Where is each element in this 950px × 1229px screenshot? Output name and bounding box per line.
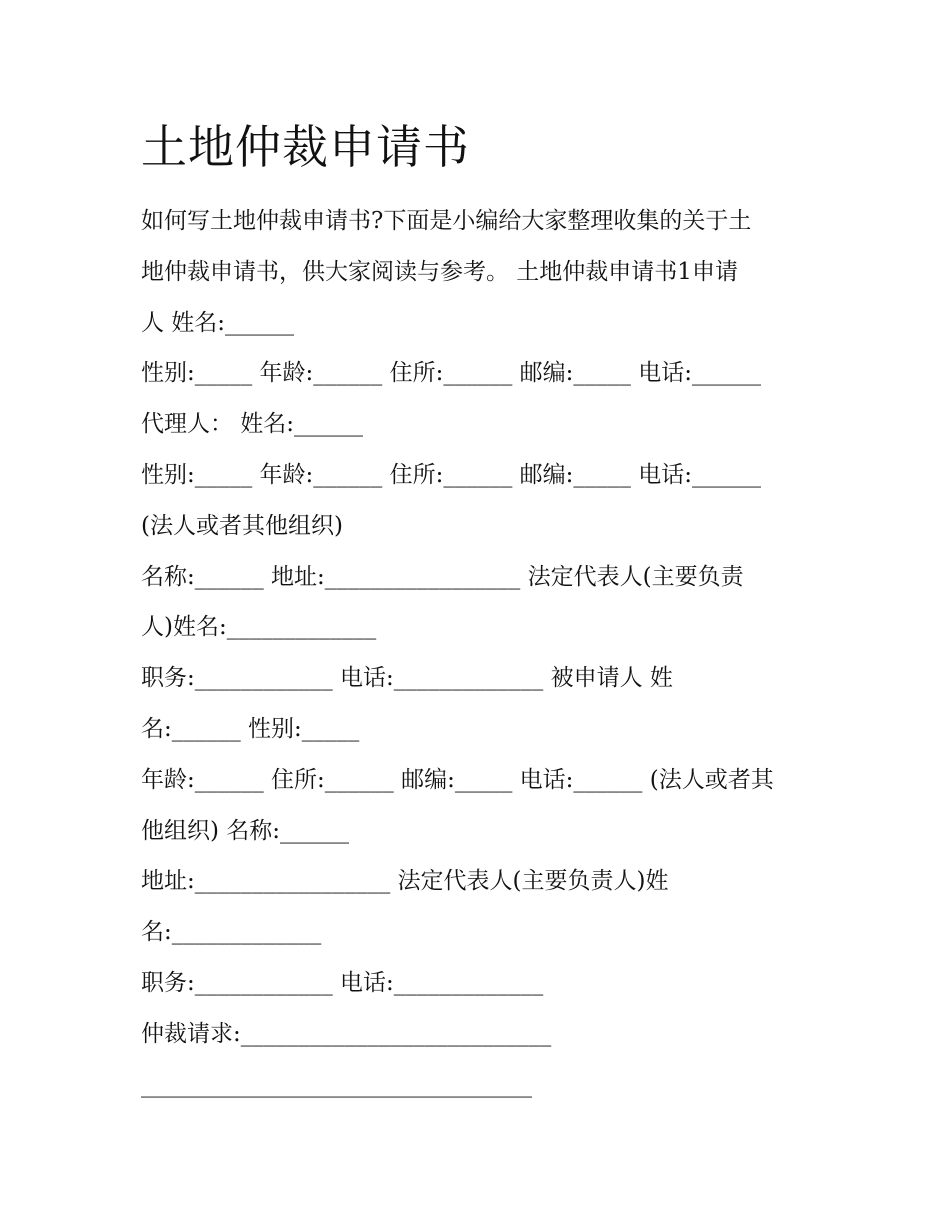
respondent-org-name-line: 他组织) 名称:______ [141,817,350,844]
respondent-position-phone-line: 职务:____________ 电话:_____________ [141,969,544,996]
legal-person-heading: (法人或者其他组织) [141,512,343,539]
body-line-intro-1: 如何写土地仲裁申请书?下面是小编给大家整理收集的关于土 [141,208,752,234]
document-title: 土地仲裁申请书 [141,120,470,174]
applicant-details-line: 性别:_____ 年龄:______ 住所:______ 邮编:_____ 电话:______ [141,360,761,387]
arbitration-request-line: 仲裁请求:___________________________ [141,1020,552,1047]
body-line-intro-2: 地仲裁申请书，供大家阅读与参考。 土地仲裁申请书1申请 [141,258,738,285]
applicant-name-line: 人 姓名:______ [141,309,295,336]
position-phone-respondent-line: 职务:____________ 电话:_____________ 被申请人 姓 [141,665,673,692]
respondent-name-gender-line: 名:______ 性别:_____ [141,715,360,742]
agent-name-line: 代理人： 姓名:______ [141,411,364,438]
document-body [141,196,821,1110]
agent-details-line: 性别:_____ 年龄:______ 住所:______ 邮编:_____ 电话:______ [141,461,761,488]
legal-rep-name-line: 人)姓名:_____________ [141,614,377,641]
respondent-legal-rep-name-line: 名:_____________ [141,919,322,946]
org-name-address-line: 名称:______ 地址:_________________ 法定代表人(主要负责 [141,563,744,590]
respondent-details-line: 年龄:______ 住所:______ 邮编:_____ 电话:______ (法人或者其 [141,766,774,793]
respondent-address-line: 地址:_________________ 法定代表人(主要负责人)姓 [141,868,669,895]
arbitration-request-blank-line: __________________________________ [141,1071,532,1098]
